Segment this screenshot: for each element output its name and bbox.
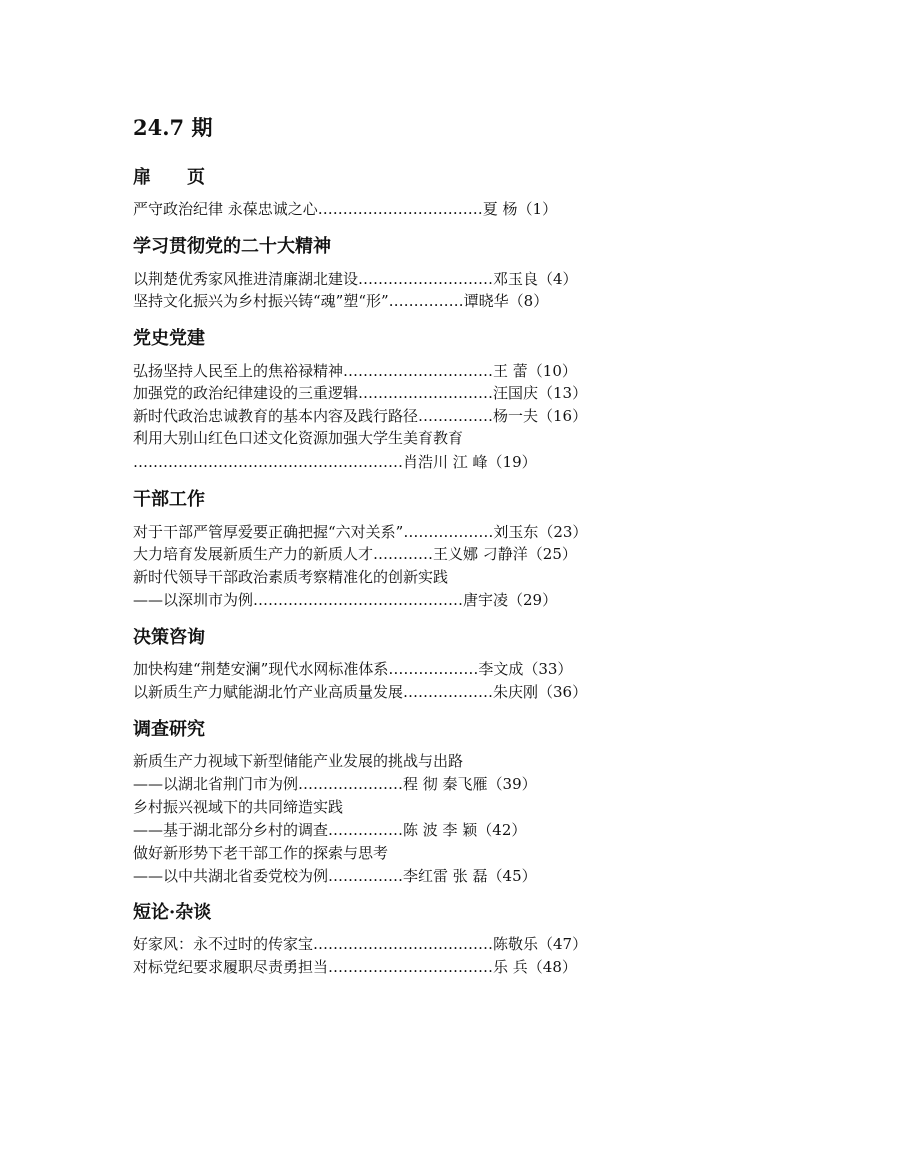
toc-entry: 严守政治纪律 永葆忠诚之心……………………………夏 杨（1） — [133, 200, 558, 218]
toc-entry: 以荆楚优秀家风推进清廉湖北建设………………………邓玉良（4） — [133, 270, 578, 288]
toc-entry: 新时代政治忠诚教育的基本内容及践行路径……………杨一夫（16） — [133, 407, 588, 425]
toc-entry: 以新质生产力赋能湖北竹产业高质量发展………………朱庆刚（36） — [133, 683, 588, 701]
toc-entry: ——以中共湖北省委党校为例……………李红雷 张 磊（45） — [133, 867, 537, 885]
toc-entry: 对于干部严管厚爱要正确把握“六对关系”………………刘玉东（23） — [133, 523, 588, 541]
issue-title: 24.7 期 — [133, 115, 213, 140]
toc-entry: 新时代领导干部政治素质考察精准化的创新实践 — [133, 568, 449, 586]
toc-entry: ………………………………………………肖浩川 江 峰（19） — [133, 453, 537, 471]
section-heading-policy: 决策咨询 — [133, 627, 205, 648]
toc-entry: 弘扬坚持人民至上的焦裕禄精神…………………………王 蕾（10） — [133, 362, 577, 380]
toc-entry: 大力培育发展新质生产力的新质人才…………王义娜 刁静洋（25） — [133, 545, 577, 563]
toc-entry: 利用大别山红色口述文化资源加强大学生美育教育 — [133, 429, 464, 447]
toc-entry: 加强党的政治纪律建设的三重逻辑………………………汪国庆（13） — [133, 384, 588, 402]
toc-entry: 坚持文化振兴为乡村振兴铸“魂”塑“形”……………谭晓华（8） — [133, 292, 549, 310]
section-heading-essays: 短论·杂谈 — [133, 902, 212, 923]
section-heading-study: 学习贯彻党的二十大精神 — [133, 236, 331, 257]
toc-entry: 对标党纪要求履职尽责勇担当……………………………乐 兵（48） — [133, 958, 577, 976]
section-heading-party-history: 党史党建 — [133, 328, 205, 349]
section-heading-cadre-work: 干部工作 — [133, 489, 205, 510]
toc-entry: 乡村振兴视域下的共同缔造实践 — [133, 798, 344, 816]
section-heading-front-page: 扉 页 — [133, 167, 205, 188]
toc-entry: ——以湖北省荆门市为例…………………程 彻 秦飞雁（39） — [133, 775, 537, 793]
toc-entry: 好家风：永不过时的传家宝………………………………陈敬乐（47） — [133, 935, 588, 953]
toc-entry: 新质生产力视域下新型储能产业发展的挑战与出路 — [133, 752, 464, 770]
section-heading-research: 调查研究 — [133, 719, 205, 740]
toc-entry: 做好新形势下老干部工作的探索与思考 — [133, 844, 389, 862]
toc-entry: ——基于湖北部分乡村的调查……………陈 波 李 颖（42） — [133, 821, 527, 839]
toc-entry: ——以深圳市为例……………………………………唐宇凌（29） — [133, 591, 558, 609]
toc-entry: 加快构建“荆楚安澜”现代水网标准体系………………李文成（33） — [133, 660, 573, 678]
